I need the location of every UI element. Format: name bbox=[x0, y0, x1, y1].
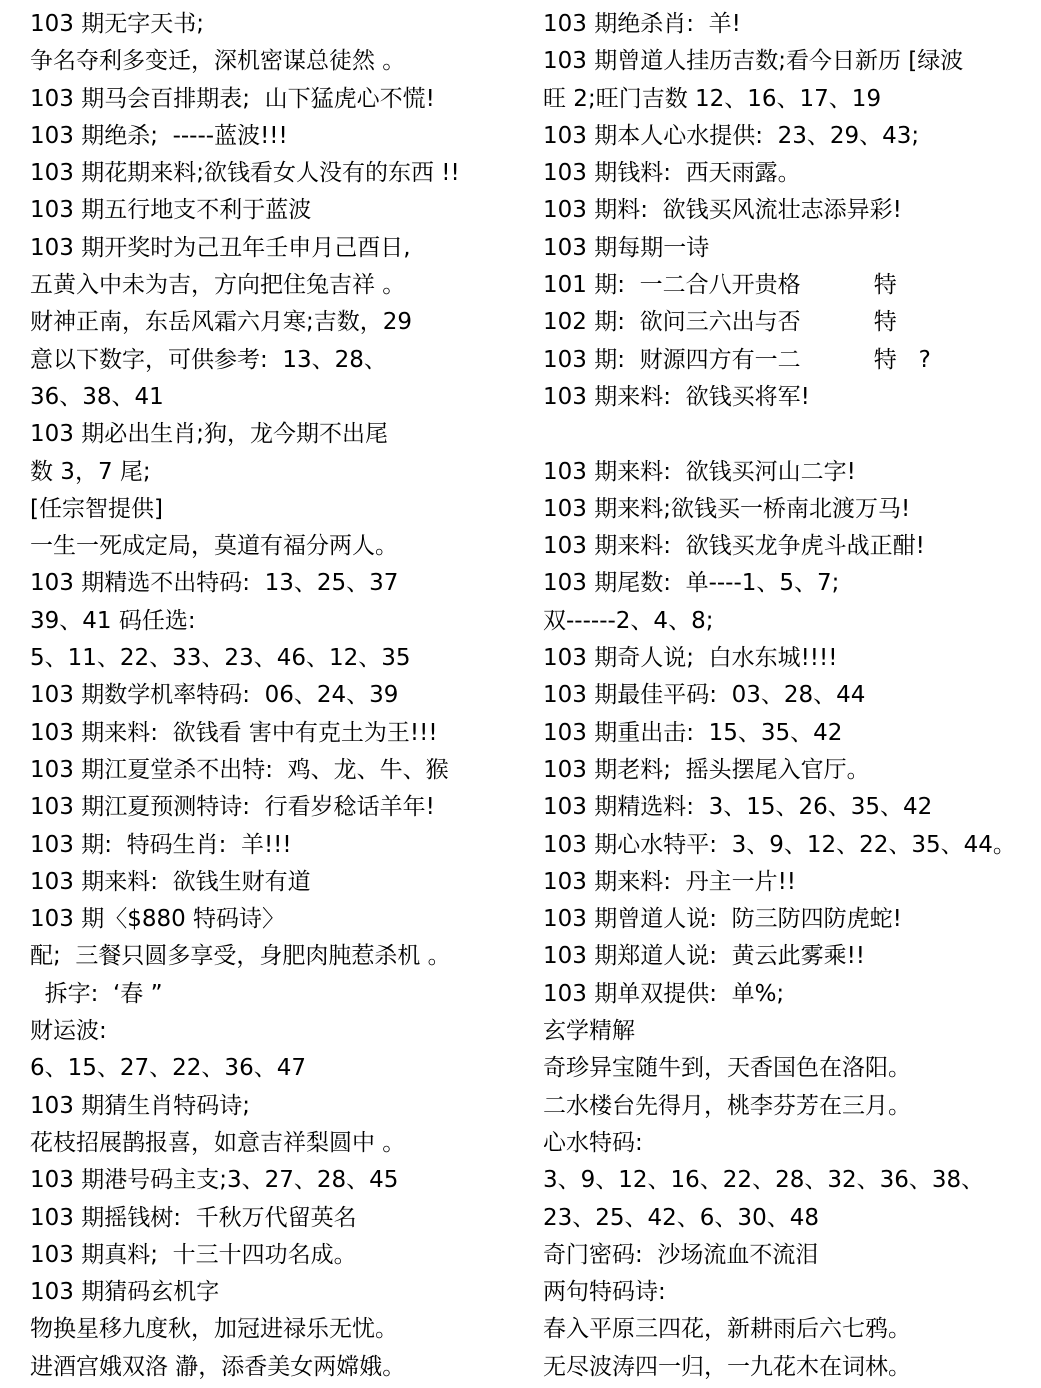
text-line: 103 期真料; 十三十四功名成。 bbox=[30, 1241, 357, 1268]
text-line: 数 3，7 尾; bbox=[30, 458, 151, 485]
text-line: 103 期精选料: 3、15、26、35、42 bbox=[543, 794, 933, 821]
text-line: 103 期来料: 欲钱买将军! bbox=[543, 383, 810, 410]
text-line: 进酒宫娥双洛 瀞，添香美女两嫦娥。 bbox=[30, 1353, 406, 1380]
text-line: 花枝招展鹊报喜，如意吉祥梨圆中 。 bbox=[30, 1129, 406, 1156]
text-line: 玄学精解 bbox=[543, 1018, 635, 1045]
text-line: 102 期: 欲问三六出与否 特 bbox=[543, 309, 897, 336]
text-line: 103 期奇人说; 白水东城!!!! bbox=[543, 645, 838, 672]
text-line: 103 期数学机率特码: 06、24、39 bbox=[30, 682, 399, 709]
left-column bbox=[30, 6, 525, 1386]
text-line: 103 期〈$880 特码诗〉 bbox=[30, 906, 286, 933]
text-line: 春入平原三四花，新耕雨后六七鸦。 bbox=[543, 1316, 911, 1343]
text-line: 旺 2;旺门吉数 12、16、17、19 bbox=[543, 85, 882, 112]
text-line: 103 期心水特平: 3、9、12、22、35、44。 bbox=[543, 831, 1016, 858]
text-line: 103 期无字天书; bbox=[30, 11, 204, 37]
text-line: 103 期最佳平码: 03、28、44 bbox=[543, 682, 866, 709]
text-line: 39、41 码任选: bbox=[30, 607, 196, 634]
text-line: 23、25、42、6、30、48 bbox=[543, 1204, 819, 1231]
text-line: 意以下数字，可供参考: 13、28、 bbox=[30, 346, 387, 373]
text-line: 5、11、22、33、23、46、12、35 bbox=[30, 645, 411, 672]
text-line: 103 期猜生肖特码诗; bbox=[30, 1092, 250, 1119]
text-line: 财神正南，东岳风霜六月寒;吉数，29 bbox=[30, 309, 413, 336]
text-line: 103 期本人心水提供: 23、29、43; bbox=[543, 122, 920, 149]
text-line: 争名夺利多变迁，深机密谋总徒然 。 bbox=[30, 48, 406, 75]
text-line: 配; 三餐只圆多享受，身肥肉肫惹杀机 。 bbox=[30, 943, 451, 970]
text-line: 3、9、12、16、22、28、32、36、38、 bbox=[543, 1167, 985, 1194]
text-line: 103 期开奖时为己丑年壬申月己酉日, bbox=[30, 234, 411, 261]
text-line: 103 期绝杀肖: 羊! bbox=[543, 11, 741, 37]
text-line: 103 期郑道人说: 黄云此雾乘!! bbox=[543, 943, 866, 970]
text-line: 101 期: 一二合八开贵格 特 bbox=[543, 272, 897, 299]
text-line: 五黄入中未为吉，方向把住兔吉祥 。 bbox=[30, 272, 406, 299]
text-line: 103 期绝杀; -----蓝波!!! bbox=[30, 122, 288, 149]
text-line: 103 期来料;欲钱买一桥南北渡万马! bbox=[543, 495, 911, 522]
text-line: 103 期来料: 欲钱看 害中有克土为王!!! bbox=[30, 719, 438, 746]
text-line: 103 期: 特码生肖: 羊!!! bbox=[30, 831, 292, 858]
right-column bbox=[543, 6, 1038, 1386]
text-line: 奇门密码: 沙场流血不流泪 bbox=[543, 1241, 819, 1268]
text-line: 103 期单双提供: 单%; bbox=[543, 980, 785, 1007]
text-line: 无尽波涛四一归，一九花木在词林。 bbox=[543, 1353, 911, 1380]
text-line: 103 期重出击: 15、35、42 bbox=[543, 719, 843, 746]
text-line: 103 期必出生肖;狗，龙今期不出尾 bbox=[30, 421, 388, 448]
text-line: 财运波: bbox=[30, 1018, 107, 1045]
text-line: 103 期五行地支不利于蓝波 bbox=[30, 197, 312, 224]
text-line: 103 期钱料: 西天雨露。 bbox=[543, 160, 801, 187]
text-line: 心水特码: bbox=[543, 1129, 643, 1156]
text-line: 103 期来料: 欲钱买龙争虎斗战正酣! bbox=[543, 533, 925, 560]
text-line: 103 期猜码玄机字 bbox=[30, 1279, 220, 1306]
text-line: 物换星移九度秋，加冠进禄乐无忧。 bbox=[30, 1316, 398, 1343]
text-line: 103 期曾道人说: 防三防四防虎蛇! bbox=[543, 906, 902, 933]
text-line: 103 期江夏堂杀不出特: 鸡、龙、牛、猴 bbox=[30, 756, 449, 783]
text-line: 103 期料: 欲钱买风流壮志添异彩! bbox=[543, 197, 902, 224]
text-line: 103 期: 财源四方有一二 特 ? bbox=[543, 346, 931, 373]
text-line: 103 期老料; 摇头摆尾入官厅。 bbox=[543, 756, 870, 783]
text-line: 103 期尾数: 单----1、5、7; bbox=[543, 570, 840, 597]
text-line: 103 期来料: 欲钱买河山二字! bbox=[543, 458, 856, 485]
text-line: 103 期来料: 丹主一片!! bbox=[543, 868, 797, 895]
text-line: 一生一死成定局，莫道有福分两人。 bbox=[30, 533, 398, 560]
text-line: 双------2、4、8; bbox=[543, 607, 714, 634]
text-line: 两句特码诗: bbox=[543, 1279, 666, 1306]
text-line: 103 期每期一诗 bbox=[543, 234, 710, 261]
text-line: [任宗智提供] bbox=[30, 495, 163, 522]
text-line: 103 期港号码主支;3、27、28、45 bbox=[30, 1167, 399, 1194]
text-line: 103 期摇钱树: 千秋万代留英名 bbox=[30, 1204, 357, 1231]
text-line: 103 期花期来料;欲钱看女人没有的东西 !! bbox=[30, 160, 460, 187]
text-line: 103 期来料: 欲钱生财有道 bbox=[30, 868, 311, 895]
text-line: 二水楼台先得月，桃李芬芳在三月。 bbox=[543, 1092, 911, 1119]
text-line: 103 期精选不出特码: 13、25、37 bbox=[30, 570, 399, 597]
text-line: 103 期马会百排期表; 山下猛虎心不慌! bbox=[30, 85, 435, 112]
text-line bbox=[543, 416, 1038, 453]
text-line: 103 期江夏预测特诗: 行看岁稔话羊年! bbox=[30, 794, 435, 821]
text-line: 103 期曾道人挂历吉数;看今日新历 [绿波 bbox=[543, 48, 964, 75]
text-line: 奇珍异宝随牛到，天香国色在洛阳。 bbox=[543, 1055, 911, 1082]
text-line: 拆字: ‘春 ” bbox=[30, 980, 163, 1007]
text-line: 6、15、27、22、36、47 bbox=[30, 1055, 306, 1082]
text-line: 36、38、41 bbox=[30, 383, 164, 410]
